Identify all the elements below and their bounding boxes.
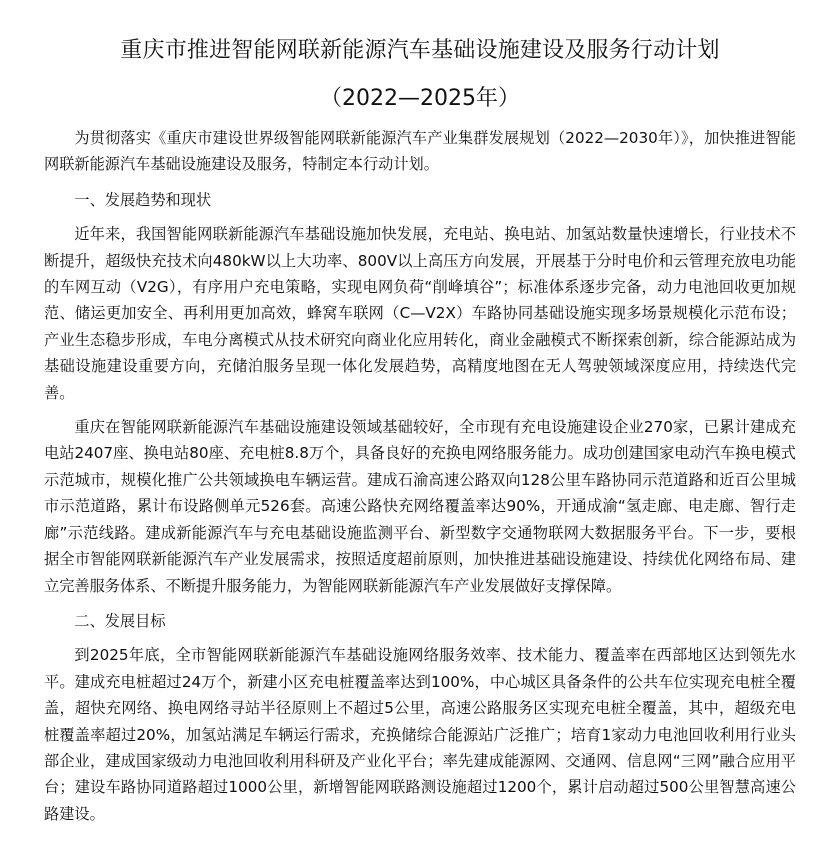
intro-paragraph: 为贯彻落实《重庆市建设世界级智能网联新能源汽车产业集群发展规划（2022—2030年）》，加快推进智能网联新能源汽车基础设施建设及服务，特制定本行动计划。 <box>44 129 796 174</box>
section-heading-goals: 二、发展目标 <box>74 611 166 630</box>
document-subtitle: （2022—2025年） <box>320 86 520 111</box>
paragraph-trends: 近年来，我国智能网联新能源汽车基础设施加快发展，充电站、换电站、加氢站数量快速增长，行业技术不断提升，超级快充技术向480kW以上大功率、800V以上高压方向发展，开展基于分时电价和云管理充放电功能的车网互动（V2G），有序用户充电策略，实现电网负荷“削峰填谷”；标准体系逐步完备，动力电池回收更加规范、储运更加安全、再利用更加高效，蜂窝车联网（C—V2X）车路协同基础设施实现多场景规模化示范布设；产业生态稳步形成，车电分离模式从技术研究向商业化应用转化，商业金融模式不断探索创新，综合能源站成为基础设施建设重要方向，充储泊服务呈现一体化发展趋势，高精度地图在无人驾驶领域深度应用，持续迭代完善。 <box>44 225 796 402</box>
paragraph-goals: 到2025年底，全市智能网联新能源汽车基础设施网络服务效率、技术能力、覆盖率在西部地区达到领先水平。建成充电桩超过24万个，新建小区充电桩覆盖率达到100%，中心城区具备条件的公共车位实现充电桩全覆盖，超快充网络、换电网络寻站半径原则上不超过5公里，高速公路服务区实现充电桩全覆盖，其中，超级充电桩覆盖率超过20%，加氢站满足车辆运行需求，充换储综合能源站广泛推广；培育1家动力电池回收利用行业头部企业，建成国家级动力电池回收利用科研及产业化平台；率先建成能源网、交通网、信息网“三网”融合应用平台；建设车路协同道路超过1000公里，新增智能网联路测设施超过1200个，累计启动超过500公里智慧高速公路建设。 <box>44 646 796 823</box>
document-title: 重庆市推进智能网联新能源汽车基础设施建设及服务行动计划 <box>120 38 720 63</box>
section-heading-trends: 一、发展趋势和现状 <box>74 190 212 209</box>
paragraph-chongqing-status: 重庆在智能网联新能源汽车基础设施建设领域基础较好，全市现有充电设施建设企业270家，已累计建成充电站2407座、换电站80座、充电桩8.8万个，具备良好的充换电网络服务能力。成功创建国家电动汽车换电模式示范城市，规模化推广公共领域换电车辆运营。建成石渝高速公路双向128公里车路协同示范道路和近百公里城市示范道路，累计布设路侧单元526套。高速公路快充网络覆盖率达90%，开通成渝“氢走廊、电走廊、智行走廊”示范线路。建成新能源汽车与充电基础设施监测平台、新型数字交通物联网大数据服务平台。下一步，要根据全市智能网联新能源汽车产业发展需求，按照适度超前原则，加快推进基础设施建设、持续优化网络布局、建立完善服务体系、不断提升服务能力，为智能网联新能源汽车产业发展做好支撑保障。 <box>44 418 796 595</box>
